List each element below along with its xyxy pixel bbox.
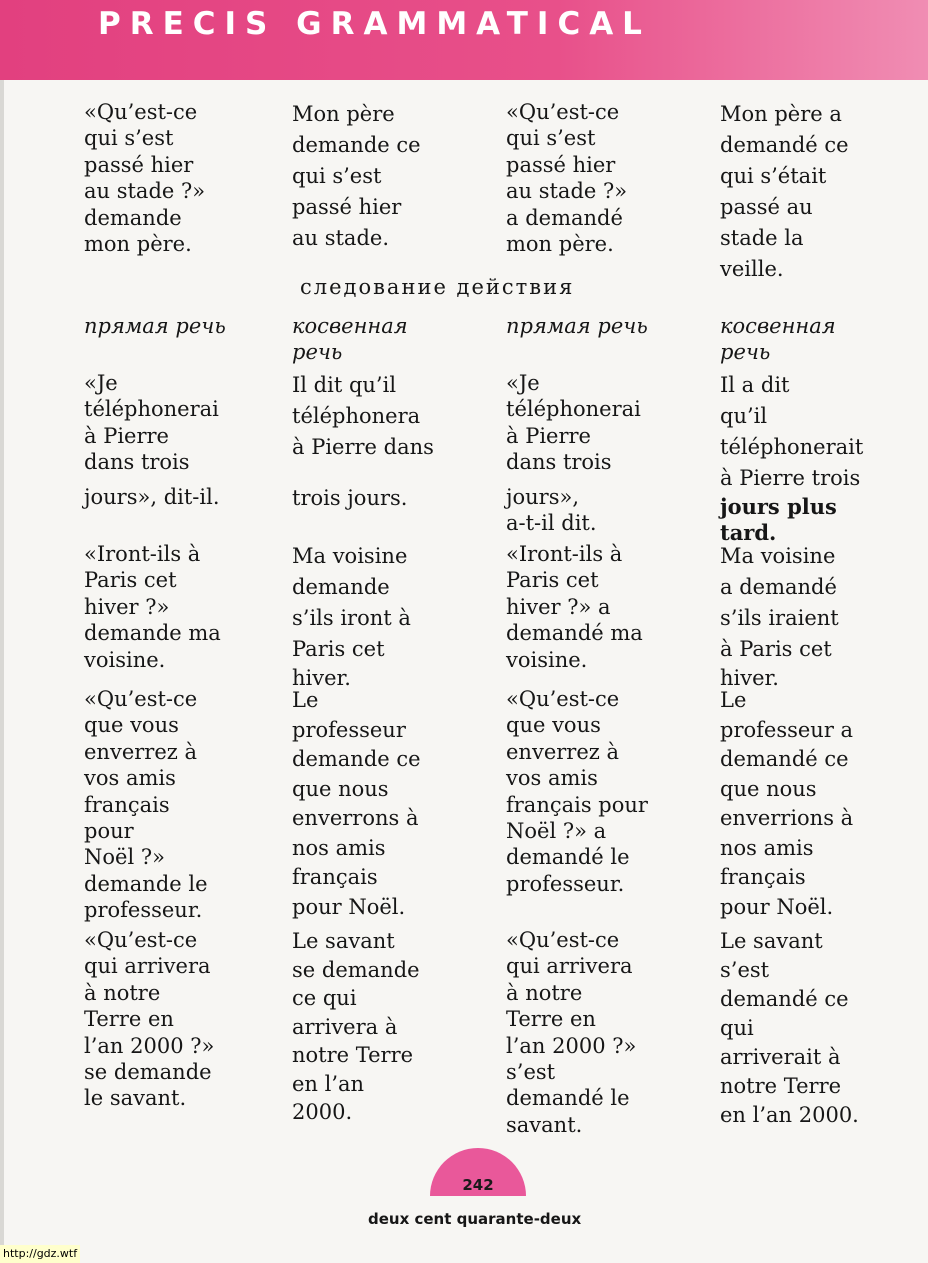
- label-indirect-speech-2: косвенная речь: [720, 314, 836, 365]
- indirect-speech-r2-c2: Il dit qu’il téléphonera à Pierre dans trois jours.: [292, 373, 434, 510]
- direct-speech-r3-c3: «Iront-ils à Paris cet hiver ?» a demandé ma voisine.: [506, 542, 643, 672]
- indirect-speech-r1-c4: Mon père a demandé ce qui s’était passé au stade la veille.: [720, 102, 849, 281]
- label-indirect-speech-1: косвенная речь: [292, 314, 408, 365]
- page-number-words: deux cent quarante-deux: [368, 1210, 582, 1228]
- direct-speech-r1-c1: «Qu’est-ce qui s’est passé hier au stade ?» demande mon père.: [84, 100, 206, 257]
- source-watermark-link[interactable]: http://gdz.wtf: [0, 1245, 80, 1263]
- page-number: 242: [462, 1176, 494, 1194]
- indirect-speech-r3-c2: Ma voisine demande s’ils iront à Paris cet hiver.: [292, 544, 411, 690]
- indirect-speech-r4-c2: Le professeur demande ce que nous enverrons à nos amis français pour Noël.: [292, 688, 421, 919]
- indirect-speech-r2-c4: Il a dit qu’il téléphonerait à Pierre trois jours plus tard.: [720, 373, 864, 545]
- direct-speech-r5-c3: «Qu’est-ce qui arrivera à notre Terre en l’an 2000 ?» s’est demandé le savant.: [506, 928, 637, 1137]
- indirect-speech-r5-c4: Le savant s’est demandé ce qui arriverait à notre Terre en l’an 2000.: [720, 929, 859, 1127]
- direct-speech-r4-c3: «Qu’est-ce que vous enverrez à vos amis français pour Noël ?» a demandé le professeur.: [506, 687, 648, 896]
- label-direct-speech-1: прямая речь: [84, 314, 226, 338]
- indirect-speech-r1-c2: Mon père demande ce qui s’est passé hier au stade.: [292, 102, 421, 250]
- page-title: PRECIS GRAMMATICAL: [98, 6, 651, 42]
- label-direct-speech-2: прямая речь: [506, 314, 648, 338]
- direct-speech-r2-c1: «Je téléphonerai à Pierre dans trois jours», dit-il.: [84, 371, 220, 509]
- direct-speech-r5-c1: «Qu’est-ce qui arrivera à notre Terre en l’an 2000 ?» se demande le savant.: [84, 928, 215, 1111]
- direct-speech-r4-c1: «Qu’est-ce que vous enverrez à vos amis français pour Noël ?» demande le professeur.: [84, 687, 208, 923]
- direct-speech-r3-c1: «Iront-ils à Paris cet hiver ?» demande ma voisine.: [84, 542, 221, 672]
- section-heading: следование действия: [300, 275, 575, 299]
- page-edge: [0, 80, 4, 1263]
- page-number-badge: [430, 1148, 526, 1244]
- indirect-speech-r3-c4: Ma voisine a demandé s’ils iraient à Paris cet hiver.: [720, 544, 839, 690]
- direct-speech-r1-c3: «Qu’est-ce qui s’est passé hier au stade ?» a demandé mon père.: [506, 100, 628, 257]
- indirect-speech-r5-c2: Le savant se demande ce qui arrivera à notre Terre en l’an 2000.: [292, 929, 420, 1124]
- indirect-speech-r4-c4: Le professeur a demandé ce que nous enverrions à nos amis français pour Noël.: [720, 688, 854, 919]
- direct-speech-r2-c3: «Je téléphonerai à Pierre dans trois jours», a-t-il dit.: [506, 371, 641, 536]
